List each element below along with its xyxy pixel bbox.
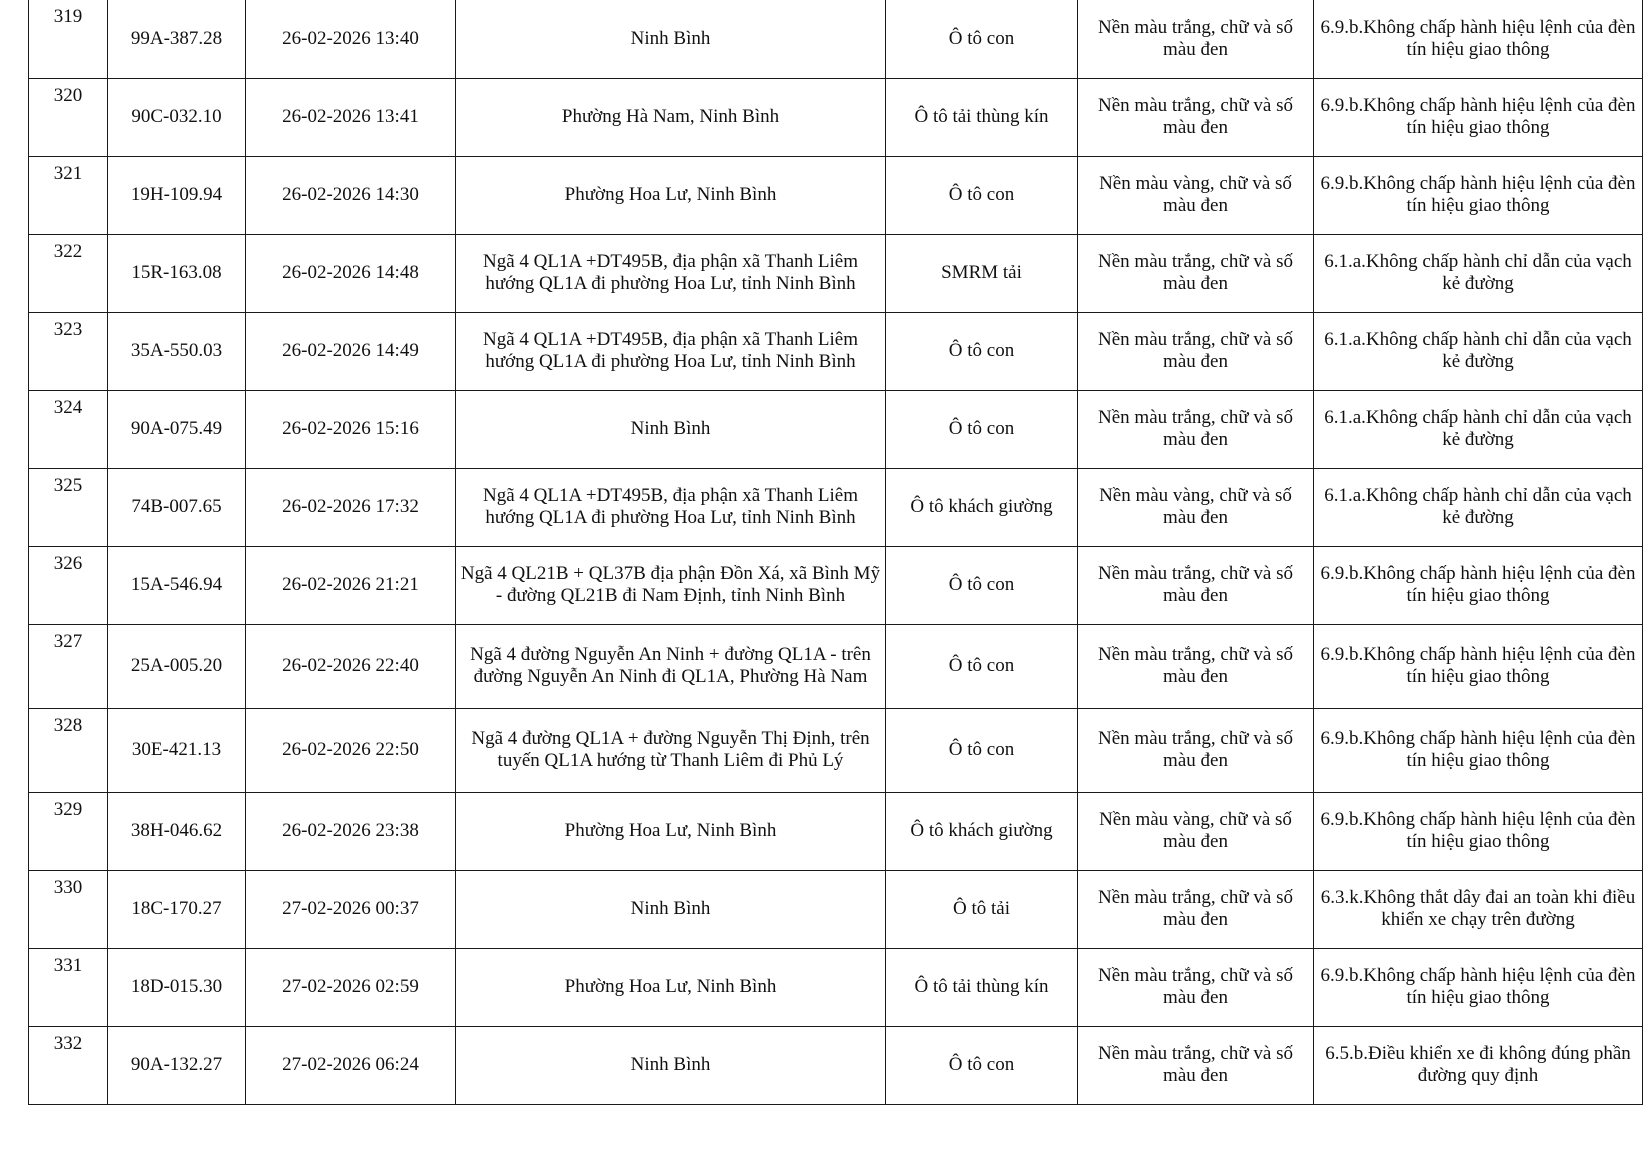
violation-description: 6.9.b.Không chấp hành hiệu lệnh của đèn tín hiệu giao thông	[1314, 708, 1643, 792]
vehicle-type: Ô tô tải	[886, 870, 1078, 948]
violation-time: 26-02-2026 14:49	[246, 312, 456, 390]
license-plate: 99A-387.28	[108, 0, 246, 78]
row-number: 331	[29, 948, 108, 1026]
violation-time: 26-02-2026 21:21	[246, 546, 456, 624]
row-number: 330	[29, 870, 108, 948]
license-plate: 19H-109.94	[108, 156, 246, 234]
table-row	[29, 156, 1643, 234]
violation-description: 6.1.a.Không chấp hành chỉ dẫn của vạch kẻ đường	[1314, 468, 1643, 546]
vehicle-type: Ô tô con	[886, 156, 1078, 234]
vehicle-type: Ô tô con	[886, 312, 1078, 390]
vehicle-type: Ô tô khách giường	[886, 792, 1078, 870]
row-number: 325	[29, 468, 108, 546]
violation-location: Ngã 4 QL1A +DT495B, địa phận xã Thanh Liêm hướng QL1A đi phường Hoa Lư, tỉnh Ninh Bình	[456, 234, 886, 312]
violation-description: 6.3.k.Không thắt dây đai an toàn khi điều khiển xe chạy trên đường	[1314, 870, 1643, 948]
violation-location: Ninh Bình	[456, 0, 886, 78]
license-plate: 90C-032.10	[108, 78, 246, 156]
license-plate: 38H-046.62	[108, 792, 246, 870]
vehicle-type: Ô tô con	[886, 546, 1078, 624]
violation-location: Ngã 4 đường Nguyễn An Ninh + đường QL1A - trên đường Nguyễn An Ninh đi QL1A, Phường Hà Nam	[456, 624, 886, 708]
violation-time: 26-02-2026 14:30	[246, 156, 456, 234]
plate-color: Nền màu trắng, chữ và số màu đen	[1078, 390, 1314, 468]
vehicle-type: Ô tô tải thùng kín	[886, 948, 1078, 1026]
plate-color: Nền màu trắng, chữ và số màu đen	[1078, 870, 1314, 948]
violation-time: 27-02-2026 00:37	[246, 870, 456, 948]
row-number: 323	[29, 312, 108, 390]
table-row	[29, 468, 1643, 546]
violation-location: Ngã 4 đường QL1A + đường Nguyễn Thị Định, trên tuyến QL1A hướng từ Thanh Liêm đi Phủ Lý	[456, 708, 886, 792]
plate-color: Nền màu trắng, chữ và số màu đen	[1078, 234, 1314, 312]
violation-location: Phường Hà Nam, Ninh Bình	[456, 78, 886, 156]
violation-time: 26-02-2026 22:50	[246, 708, 456, 792]
row-number: 332	[29, 1026, 108, 1104]
violation-time: 26-02-2026 15:16	[246, 390, 456, 468]
violation-location: Phường Hoa Lư, Ninh Bình	[456, 948, 886, 1026]
plate-color: Nền màu trắng, chữ và số màu đen	[1078, 312, 1314, 390]
plate-color: Nền màu trắng, chữ và số màu đen	[1078, 546, 1314, 624]
license-plate: 25A-005.20	[108, 624, 246, 708]
violation-location: Phường Hoa Lư, Ninh Bình	[456, 156, 886, 234]
plate-color: Nền màu vàng, chữ và số màu đen	[1078, 468, 1314, 546]
row-number: 326	[29, 546, 108, 624]
violation-location: Ngã 4 QL1A +DT495B, địa phận xã Thanh Liêm hướng QL1A đi phường Hoa Lư, tỉnh Ninh Bình	[456, 312, 886, 390]
plate-color: Nền màu trắng, chữ và số màu đen	[1078, 0, 1314, 78]
plate-color: Nền màu trắng, chữ và số màu đen	[1078, 624, 1314, 708]
table-row	[29, 870, 1643, 948]
violation-time: 26-02-2026 14:48	[246, 234, 456, 312]
row-number: 324	[29, 390, 108, 468]
violation-location: Ninh Bình	[456, 1026, 886, 1104]
violation-description: 6.9.b.Không chấp hành hiệu lệnh của đèn tín hiệu giao thông	[1314, 0, 1643, 78]
license-plate: 18C-170.27	[108, 870, 246, 948]
violation-location: Ngã 4 QL1A +DT495B, địa phận xã Thanh Liêm hướng QL1A đi phường Hoa Lư, tỉnh Ninh Bình	[456, 468, 886, 546]
vehicle-type: Ô tô con	[886, 0, 1078, 78]
vehicle-type: Ô tô tải thùng kín	[886, 78, 1078, 156]
row-number: 328	[29, 708, 108, 792]
table-row	[29, 546, 1643, 624]
violation-description: 6.9.b.Không chấp hành hiệu lệnh của đèn tín hiệu giao thông	[1314, 78, 1643, 156]
violation-description: 6.9.b.Không chấp hành hiệu lệnh của đèn tín hiệu giao thông	[1314, 546, 1643, 624]
table-row	[29, 1026, 1643, 1104]
table-row	[29, 0, 1643, 78]
violations-table	[28, 0, 1643, 1105]
violation-location: Phường Hoa Lư, Ninh Bình	[456, 792, 886, 870]
table-row	[29, 234, 1643, 312]
table-row	[29, 792, 1643, 870]
license-plate: 15R-163.08	[108, 234, 246, 312]
violation-description: 6.1.a.Không chấp hành chỉ dẫn của vạch kẻ đường	[1314, 234, 1643, 312]
violation-time: 26-02-2026 13:41	[246, 78, 456, 156]
license-plate: 30E-421.13	[108, 708, 246, 792]
vehicle-type: Ô tô con	[886, 390, 1078, 468]
vehicle-type: Ô tô khách giường	[886, 468, 1078, 546]
violation-description: 6.1.a.Không chấp hành chỉ dẫn của vạch kẻ đường	[1314, 312, 1643, 390]
row-number: 320	[29, 78, 108, 156]
violation-description: 6.9.b.Không chấp hành hiệu lệnh của đèn tín hiệu giao thông	[1314, 624, 1643, 708]
row-number: 319	[29, 0, 108, 78]
table-row	[29, 390, 1643, 468]
table-row	[29, 312, 1643, 390]
license-plate: 35A-550.03	[108, 312, 246, 390]
violation-time: 26-02-2026 23:38	[246, 792, 456, 870]
violation-description: 6.9.b.Không chấp hành hiệu lệnh của đèn tín hiệu giao thông	[1314, 156, 1643, 234]
vehicle-type: Ô tô con	[886, 708, 1078, 792]
violations-table-body	[29, 0, 1643, 1104]
violation-description: 6.9.b.Không chấp hành hiệu lệnh của đèn tín hiệu giao thông	[1314, 792, 1643, 870]
row-number: 327	[29, 624, 108, 708]
table-row	[29, 708, 1643, 792]
violation-description: 6.1.a.Không chấp hành chỉ dẫn của vạch kẻ đường	[1314, 390, 1643, 468]
plate-color: Nền màu trắng, chữ và số màu đen	[1078, 78, 1314, 156]
table-row	[29, 78, 1643, 156]
plate-color: Nền màu vàng, chữ và số màu đen	[1078, 156, 1314, 234]
violation-time: 26-02-2026 13:40	[246, 0, 456, 78]
violation-time: 26-02-2026 22:40	[246, 624, 456, 708]
table-row	[29, 948, 1643, 1026]
license-plate: 90A-132.27	[108, 1026, 246, 1104]
violation-description: 6.5.b.Điều khiển xe đi không đúng phần đường quy định	[1314, 1026, 1643, 1104]
violation-description: 6.9.b.Không chấp hành hiệu lệnh của đèn tín hiệu giao thông	[1314, 948, 1643, 1026]
plate-color: Nền màu trắng, chữ và số màu đen	[1078, 1026, 1314, 1104]
license-plate: 18D-015.30	[108, 948, 246, 1026]
vehicle-type: SMRM tải	[886, 234, 1078, 312]
violation-location: Ninh Bình	[456, 390, 886, 468]
violation-location: Ninh Bình	[456, 870, 886, 948]
vehicle-type: Ô tô con	[886, 1026, 1078, 1104]
violation-time: 26-02-2026 17:32	[246, 468, 456, 546]
row-number: 322	[29, 234, 108, 312]
table-row	[29, 624, 1643, 708]
license-plate: 90A-075.49	[108, 390, 246, 468]
violation-location: Ngã 4 QL21B + QL37B địa phận Đồn Xá, xã Bình Mỹ - đường QL21B đi Nam Định, tỉnh Ninh Bình	[456, 546, 886, 624]
violation-time: 27-02-2026 02:59	[246, 948, 456, 1026]
plate-color: Nền màu vàng, chữ và số màu đen	[1078, 792, 1314, 870]
plate-color: Nền màu trắng, chữ và số màu đen	[1078, 948, 1314, 1026]
license-plate: 15A-546.94	[108, 546, 246, 624]
license-plate: 74B-007.65	[108, 468, 246, 546]
row-number: 321	[29, 156, 108, 234]
violation-time: 27-02-2026 06:24	[246, 1026, 456, 1104]
plate-color: Nền màu trắng, chữ và số màu đen	[1078, 708, 1314, 792]
row-number: 329	[29, 792, 108, 870]
vehicle-type: Ô tô con	[886, 624, 1078, 708]
